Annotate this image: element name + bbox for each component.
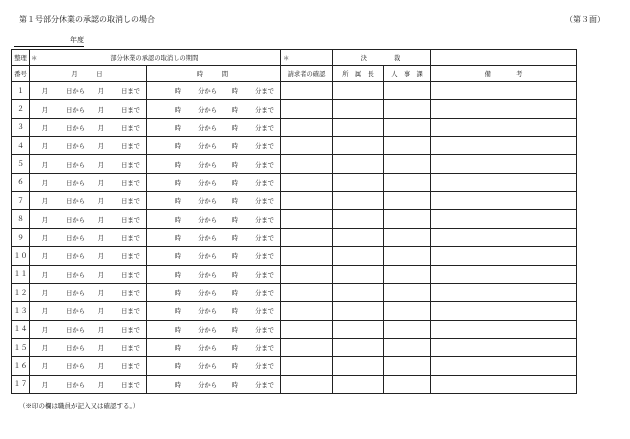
date-range-cell[interactable] bbox=[30, 247, 147, 265]
min-from-label: 分から bbox=[198, 345, 217, 353]
hour-to-label: 時 bbox=[231, 381, 238, 389]
month-label: 月 bbox=[41, 216, 48, 224]
day-from-label: 日から bbox=[66, 308, 85, 316]
jinji-cell[interactable] bbox=[384, 338, 431, 356]
period-header: 部分休業の承認の取消しの期間 bbox=[110, 55, 199, 63]
table-row bbox=[12, 265, 577, 283]
day-from-label: 日から bbox=[66, 124, 85, 132]
shochou-cell[interactable] bbox=[333, 357, 384, 375]
time-range-cell[interactable] bbox=[147, 137, 281, 155]
requester-confirm-cell[interactable] bbox=[281, 283, 333, 301]
time-range-cell[interactable] bbox=[147, 338, 281, 356]
shochou-cell[interactable] bbox=[333, 265, 384, 283]
hour-label: 時 bbox=[174, 198, 181, 206]
min-to-label: 分まで bbox=[255, 308, 274, 316]
min-from-label: 分から bbox=[198, 216, 217, 224]
remarks-cell[interactable] bbox=[431, 173, 577, 191]
day-from-label: 日から bbox=[66, 271, 85, 279]
date-range-cell[interactable] bbox=[30, 82, 147, 100]
time-range-cell[interactable] bbox=[147, 228, 281, 246]
time-range-cell[interactable] bbox=[147, 247, 281, 265]
shochou-cell[interactable] bbox=[333, 173, 384, 191]
jinji-cell[interactable] bbox=[384, 247, 431, 265]
month-to-label: 月 bbox=[97, 88, 104, 96]
time-range-cell[interactable] bbox=[147, 357, 281, 375]
date-range-cell[interactable] bbox=[30, 173, 147, 191]
month-to-label: 月 bbox=[97, 198, 104, 206]
shochou-cell[interactable] bbox=[333, 375, 384, 393]
remarks-cell[interactable] bbox=[431, 265, 577, 283]
requester-confirm-cell[interactable] bbox=[281, 173, 333, 191]
header-row-2 bbox=[12, 66, 577, 82]
hour-to-label: 時 bbox=[231, 363, 238, 371]
day-to-label: 日まで bbox=[121, 271, 140, 279]
shochou-cell[interactable] bbox=[333, 247, 384, 265]
requester-confirm-cell[interactable] bbox=[281, 265, 333, 283]
year-label: 年度 bbox=[14, 35, 84, 47]
requester-confirm-cell[interactable] bbox=[281, 192, 333, 210]
hour-label: 時 bbox=[174, 179, 181, 187]
bango-header: 番号 bbox=[12, 66, 30, 82]
min-from-label: 分から bbox=[198, 253, 217, 261]
remarks-cell[interactable] bbox=[431, 210, 577, 228]
confirm-asterisk: ＊ bbox=[281, 50, 333, 66]
min-to-label: 分まで bbox=[255, 161, 274, 169]
hour-to-label: 時 bbox=[231, 143, 238, 151]
date-range-cell[interactable] bbox=[30, 155, 147, 173]
remarks-cell[interactable] bbox=[431, 283, 577, 301]
hour-to-label: 時 bbox=[231, 290, 238, 298]
jikan-header: 時 間 bbox=[147, 66, 281, 82]
month-label: 月 bbox=[41, 198, 48, 206]
day-to-label: 日まで bbox=[121, 253, 140, 261]
remarks-cell[interactable] bbox=[431, 247, 577, 265]
date-range-cell[interactable] bbox=[30, 265, 147, 283]
hour-label: 時 bbox=[174, 345, 181, 353]
requester-confirm-cell[interactable] bbox=[281, 137, 333, 155]
hour-label: 時 bbox=[174, 235, 181, 242]
shochou-cell[interactable] bbox=[333, 118, 384, 136]
min-from-label: 分から bbox=[198, 235, 217, 242]
min-to-label: 分まで bbox=[255, 88, 274, 96]
table-row bbox=[12, 82, 577, 100]
day-to-label: 日まで bbox=[121, 381, 140, 389]
jinji-cell[interactable] bbox=[384, 100, 431, 118]
period-asterisk: ＊ bbox=[31, 55, 38, 63]
time-range-cell[interactable] bbox=[147, 320, 281, 338]
shochou-cell[interactable] bbox=[333, 283, 384, 301]
row-number: １０ bbox=[12, 247, 30, 265]
day-to-label: 日まで bbox=[121, 88, 140, 96]
hour-label: 時 bbox=[174, 216, 181, 224]
requester-confirm-cell[interactable] bbox=[281, 118, 333, 136]
remarks-cell[interactable] bbox=[431, 137, 577, 155]
row-number: １５ bbox=[12, 338, 30, 356]
date-range-cell[interactable] bbox=[30, 357, 147, 375]
min-to-label: 分まで bbox=[255, 381, 274, 389]
row-number: １３ bbox=[12, 302, 30, 320]
remarks-cell[interactable] bbox=[431, 82, 577, 100]
hour-label: 時 bbox=[174, 308, 181, 316]
time-range-cell[interactable] bbox=[147, 100, 281, 118]
min-to-label: 分まで bbox=[255, 326, 274, 334]
table-row bbox=[12, 357, 577, 375]
shochou-cell[interactable] bbox=[333, 210, 384, 228]
min-from-label: 分から bbox=[198, 381, 217, 389]
footer-note: （※印の欄は職員が記入又は確認する。） bbox=[19, 402, 140, 410]
table-row bbox=[12, 247, 577, 265]
table-row bbox=[12, 100, 577, 118]
hour-to-label: 時 bbox=[231, 106, 238, 114]
jinji-cell[interactable] bbox=[384, 192, 431, 210]
requester-confirm-cell[interactable] bbox=[281, 375, 333, 393]
day-from-label: 日から bbox=[66, 198, 85, 206]
date-range-cell[interactable] bbox=[30, 375, 147, 393]
row-number: １ bbox=[12, 82, 30, 100]
time-range-cell[interactable] bbox=[147, 265, 281, 283]
day-to-label: 日まで bbox=[121, 106, 140, 114]
requester-confirm-header: 請求者の確認 bbox=[281, 66, 333, 82]
jinji-header: 人 事 課 bbox=[384, 66, 431, 82]
hour-label: 時 bbox=[174, 161, 181, 169]
hour-to-label: 時 bbox=[231, 345, 238, 353]
min-from-label: 分から bbox=[198, 143, 217, 151]
jinji-cell[interactable] bbox=[384, 228, 431, 246]
time-range-cell[interactable] bbox=[147, 210, 281, 228]
time-range-cell[interactable] bbox=[147, 118, 281, 136]
row-number: ４ bbox=[12, 137, 30, 155]
hour-to-label: 時 bbox=[231, 308, 238, 316]
remarks-cell[interactable] bbox=[431, 100, 577, 118]
day-to-label: 日まで bbox=[121, 345, 140, 353]
min-to-label: 分まで bbox=[255, 290, 274, 298]
time-range-cell[interactable] bbox=[147, 155, 281, 173]
requester-confirm-cell[interactable] bbox=[281, 82, 333, 100]
header-row-1 bbox=[12, 50, 577, 66]
month-label: 月 bbox=[41, 326, 48, 334]
hour-label: 時 bbox=[174, 381, 181, 389]
month-to-label: 月 bbox=[97, 290, 104, 298]
month-to-label: 月 bbox=[97, 345, 104, 353]
hour-label: 時 bbox=[174, 363, 181, 371]
date-range-cell[interactable] bbox=[30, 283, 147, 301]
remarks-cell[interactable] bbox=[431, 118, 577, 136]
month-to-label: 月 bbox=[97, 381, 104, 389]
requester-confirm-cell[interactable] bbox=[281, 247, 333, 265]
day-to-label: 日まで bbox=[121, 308, 140, 316]
date-range-cell[interactable] bbox=[30, 302, 147, 320]
requester-confirm-cell[interactable] bbox=[281, 155, 333, 173]
day-to-label: 日まで bbox=[121, 161, 140, 169]
time-range-cell[interactable] bbox=[147, 192, 281, 210]
month-label: 月 bbox=[41, 345, 48, 353]
form-title: 第１号部分休業の承認の取消しの場合 bbox=[19, 15, 155, 24]
period-header-cell bbox=[30, 50, 281, 66]
row-number: ２ bbox=[12, 100, 30, 118]
table-row bbox=[12, 302, 577, 320]
day-to-label: 日まで bbox=[121, 363, 140, 371]
table-row bbox=[12, 210, 577, 228]
remarks-cell[interactable] bbox=[431, 357, 577, 375]
seiri-header: 整理 bbox=[12, 50, 30, 66]
hour-label: 時 bbox=[174, 106, 181, 114]
shochou-cell[interactable] bbox=[333, 228, 384, 246]
remarks-cell[interactable] bbox=[431, 375, 577, 393]
month-to-label: 月 bbox=[97, 161, 104, 169]
date-range-cell[interactable] bbox=[30, 137, 147, 155]
shochou-cell[interactable] bbox=[333, 137, 384, 155]
time-range-cell[interactable] bbox=[147, 302, 281, 320]
hour-to-label: 時 bbox=[231, 271, 238, 279]
day-from-label: 日から bbox=[66, 290, 85, 298]
day-from-label: 日から bbox=[66, 345, 85, 353]
table-row bbox=[12, 192, 577, 210]
month-to-label: 月 bbox=[97, 179, 104, 187]
month-label: 月 bbox=[41, 235, 48, 242]
min-to-label: 分まで bbox=[255, 216, 274, 224]
shochou-cell[interactable] bbox=[333, 302, 384, 320]
date-range-cell[interactable] bbox=[30, 100, 147, 118]
day-from-label: 日から bbox=[66, 381, 85, 389]
min-to-label: 分まで bbox=[255, 363, 274, 371]
time-range-cell[interactable] bbox=[147, 375, 281, 393]
shochou-cell[interactable] bbox=[333, 192, 384, 210]
min-to-label: 分まで bbox=[255, 235, 274, 242]
min-to-label: 分まで bbox=[255, 179, 274, 187]
table-row bbox=[12, 338, 577, 356]
hour-to-label: 時 bbox=[231, 124, 238, 132]
day-to-label: 日まで bbox=[121, 124, 140, 132]
shochou-cell[interactable] bbox=[333, 100, 384, 118]
hour-label: 時 bbox=[174, 124, 181, 132]
row-number: ８ bbox=[12, 210, 30, 228]
month-label: 月 bbox=[41, 290, 48, 298]
row-number: ３ bbox=[12, 118, 30, 136]
date-range-cell[interactable] bbox=[30, 320, 147, 338]
day-from-label: 日から bbox=[66, 253, 85, 261]
hour-to-label: 時 bbox=[231, 179, 238, 187]
remarks-cell[interactable] bbox=[431, 302, 577, 320]
decision-header: 決 裁 bbox=[333, 50, 431, 66]
hour-to-label: 時 bbox=[231, 216, 238, 224]
month-label: 月 bbox=[41, 381, 48, 389]
min-to-label: 分まで bbox=[255, 106, 274, 114]
row-number: ９ bbox=[12, 228, 30, 246]
table-row bbox=[12, 228, 577, 246]
day-to-label: 日まで bbox=[121, 216, 140, 224]
min-to-label: 分まで bbox=[255, 271, 274, 279]
requester-confirm-cell[interactable] bbox=[281, 210, 333, 228]
min-from-label: 分から bbox=[198, 308, 217, 316]
requester-confirm-cell[interactable] bbox=[281, 228, 333, 246]
min-to-label: 分まで bbox=[255, 198, 274, 206]
day-to-label: 日まで bbox=[121, 290, 140, 298]
jinji-cell[interactable] bbox=[384, 210, 431, 228]
shochou-cell[interactable] bbox=[333, 82, 384, 100]
jinji-cell[interactable] bbox=[384, 302, 431, 320]
hour-to-label: 時 bbox=[231, 161, 238, 169]
hour-label: 時 bbox=[174, 143, 181, 151]
table-row bbox=[12, 283, 577, 301]
month-to-label: 月 bbox=[97, 216, 104, 224]
jinji-cell[interactable] bbox=[384, 265, 431, 283]
hour-to-label: 時 bbox=[231, 198, 238, 206]
jinji-cell[interactable] bbox=[384, 137, 431, 155]
day-to-label: 日まで bbox=[121, 326, 140, 334]
min-to-label: 分まで bbox=[255, 124, 274, 132]
hour-to-label: 時 bbox=[231, 253, 238, 261]
month-label: 月 bbox=[41, 143, 48, 151]
shochou-cell[interactable] bbox=[333, 338, 384, 356]
day-to-label: 日まで bbox=[121, 179, 140, 187]
day-to-label: 日まで bbox=[121, 198, 140, 206]
month-label: 月 bbox=[41, 88, 48, 96]
date-range-cell[interactable] bbox=[30, 338, 147, 356]
month-label: 月 bbox=[41, 106, 48, 114]
month-label: 月 bbox=[41, 161, 48, 169]
hour-to-label: 時 bbox=[231, 88, 238, 96]
min-to-label: 分まで bbox=[255, 253, 274, 261]
data-rows bbox=[12, 82, 577, 394]
day-from-label: 日から bbox=[66, 326, 85, 334]
remarks-cell[interactable] bbox=[431, 320, 577, 338]
time-range-cell[interactable] bbox=[147, 173, 281, 191]
row-number: １４ bbox=[12, 320, 30, 338]
row-number: ５ bbox=[12, 155, 30, 173]
day-from-label: 日から bbox=[66, 161, 85, 169]
hour-to-label: 時 bbox=[231, 326, 238, 334]
month-label: 月 bbox=[41, 179, 48, 187]
jinji-cell[interactable] bbox=[384, 155, 431, 173]
hour-label: 時 bbox=[174, 253, 181, 261]
month-label: 月 bbox=[41, 363, 48, 371]
min-from-label: 分から bbox=[198, 363, 217, 371]
requester-confirm-cell[interactable] bbox=[281, 302, 333, 320]
table-row bbox=[12, 155, 577, 173]
row-number: １７ bbox=[12, 375, 30, 393]
table-row bbox=[12, 375, 577, 393]
day-to-label: 日まで bbox=[121, 143, 140, 151]
remarks-top-empty bbox=[431, 50, 577, 66]
jinji-cell[interactable] bbox=[384, 320, 431, 338]
month-to-label: 月 bbox=[97, 124, 104, 132]
jinji-cell[interactable] bbox=[384, 173, 431, 191]
jinji-cell[interactable] bbox=[384, 118, 431, 136]
jinji-cell[interactable] bbox=[384, 82, 431, 100]
row-number: ６ bbox=[12, 173, 30, 191]
remarks-cell[interactable] bbox=[431, 338, 577, 356]
table-row bbox=[12, 320, 577, 338]
month-to-label: 月 bbox=[97, 143, 104, 151]
min-from-label: 分から bbox=[198, 124, 217, 132]
date-range-cell[interactable] bbox=[30, 228, 147, 246]
remarks-header: 備 考 bbox=[431, 66, 577, 82]
jinji-cell[interactable] bbox=[384, 375, 431, 393]
table-row bbox=[12, 137, 577, 155]
min-to-label: 分まで bbox=[255, 345, 274, 353]
requester-confirm-cell[interactable] bbox=[281, 338, 333, 356]
date-range-cell[interactable] bbox=[30, 210, 147, 228]
min-from-label: 分から bbox=[198, 326, 217, 334]
shochou-header: 所 属 長 bbox=[333, 66, 384, 82]
min-to-label: 分まで bbox=[255, 143, 274, 151]
min-from-label: 分から bbox=[198, 88, 217, 96]
shochou-cell[interactable] bbox=[333, 155, 384, 173]
month-label: 月 bbox=[41, 253, 48, 261]
jinji-cell[interactable] bbox=[384, 283, 431, 301]
requester-confirm-cell[interactable] bbox=[281, 320, 333, 338]
tsukihi-header: 月 日 bbox=[30, 66, 147, 82]
requester-confirm-cell[interactable] bbox=[281, 357, 333, 375]
hour-to-label: 時 bbox=[231, 235, 238, 242]
table-row bbox=[12, 118, 577, 136]
day-from-label: 日から bbox=[66, 363, 85, 371]
remarks-cell[interactable] bbox=[431, 228, 577, 246]
day-from-label: 日から bbox=[66, 106, 85, 114]
date-range-cell[interactable] bbox=[30, 192, 147, 210]
day-from-label: 日から bbox=[66, 143, 85, 151]
jinji-cell[interactable] bbox=[384, 357, 431, 375]
month-label: 月 bbox=[41, 124, 48, 132]
day-from-label: 日から bbox=[66, 179, 85, 187]
min-from-label: 分から bbox=[198, 271, 217, 279]
day-from-label: 日から bbox=[66, 216, 85, 224]
min-from-label: 分から bbox=[198, 198, 217, 206]
hour-label: 時 bbox=[174, 88, 181, 96]
month-to-label: 月 bbox=[97, 106, 104, 114]
row-number: １２ bbox=[12, 283, 30, 301]
min-from-label: 分から bbox=[198, 290, 217, 298]
month-label: 月 bbox=[41, 271, 48, 279]
row-number: １１ bbox=[12, 265, 30, 283]
day-from-label: 日から bbox=[66, 88, 85, 96]
hour-label: 時 bbox=[174, 271, 181, 279]
min-from-label: 分から bbox=[198, 161, 217, 169]
month-label: 月 bbox=[41, 308, 48, 316]
time-range-cell[interactable] bbox=[147, 82, 281, 100]
remarks-cell[interactable] bbox=[431, 155, 577, 173]
month-to-label: 月 bbox=[97, 235, 104, 242]
row-number: １６ bbox=[12, 357, 30, 375]
hour-label: 時 bbox=[174, 326, 181, 334]
page-number: （第３面） bbox=[565, 15, 605, 24]
month-to-label: 月 bbox=[97, 253, 104, 261]
month-to-label: 月 bbox=[97, 326, 104, 334]
month-to-label: 月 bbox=[97, 308, 104, 316]
day-to-label: 日まで bbox=[121, 235, 140, 242]
hour-label: 時 bbox=[174, 290, 181, 298]
table-row bbox=[12, 173, 577, 191]
remarks-cell[interactable] bbox=[431, 192, 577, 210]
date-range-cell[interactable] bbox=[30, 118, 147, 136]
min-from-label: 分から bbox=[198, 106, 217, 114]
month-to-label: 月 bbox=[97, 271, 104, 279]
min-from-label: 分から bbox=[198, 179, 217, 187]
cancellation-table bbox=[11, 49, 577, 394]
row-number: ７ bbox=[12, 192, 30, 210]
requester-confirm-cell[interactable] bbox=[281, 100, 333, 118]
month-to-label: 月 bbox=[97, 363, 104, 371]
day-from-label: 日から bbox=[66, 235, 85, 242]
shochou-cell[interactable] bbox=[333, 320, 384, 338]
time-range-cell[interactable] bbox=[147, 283, 281, 301]
